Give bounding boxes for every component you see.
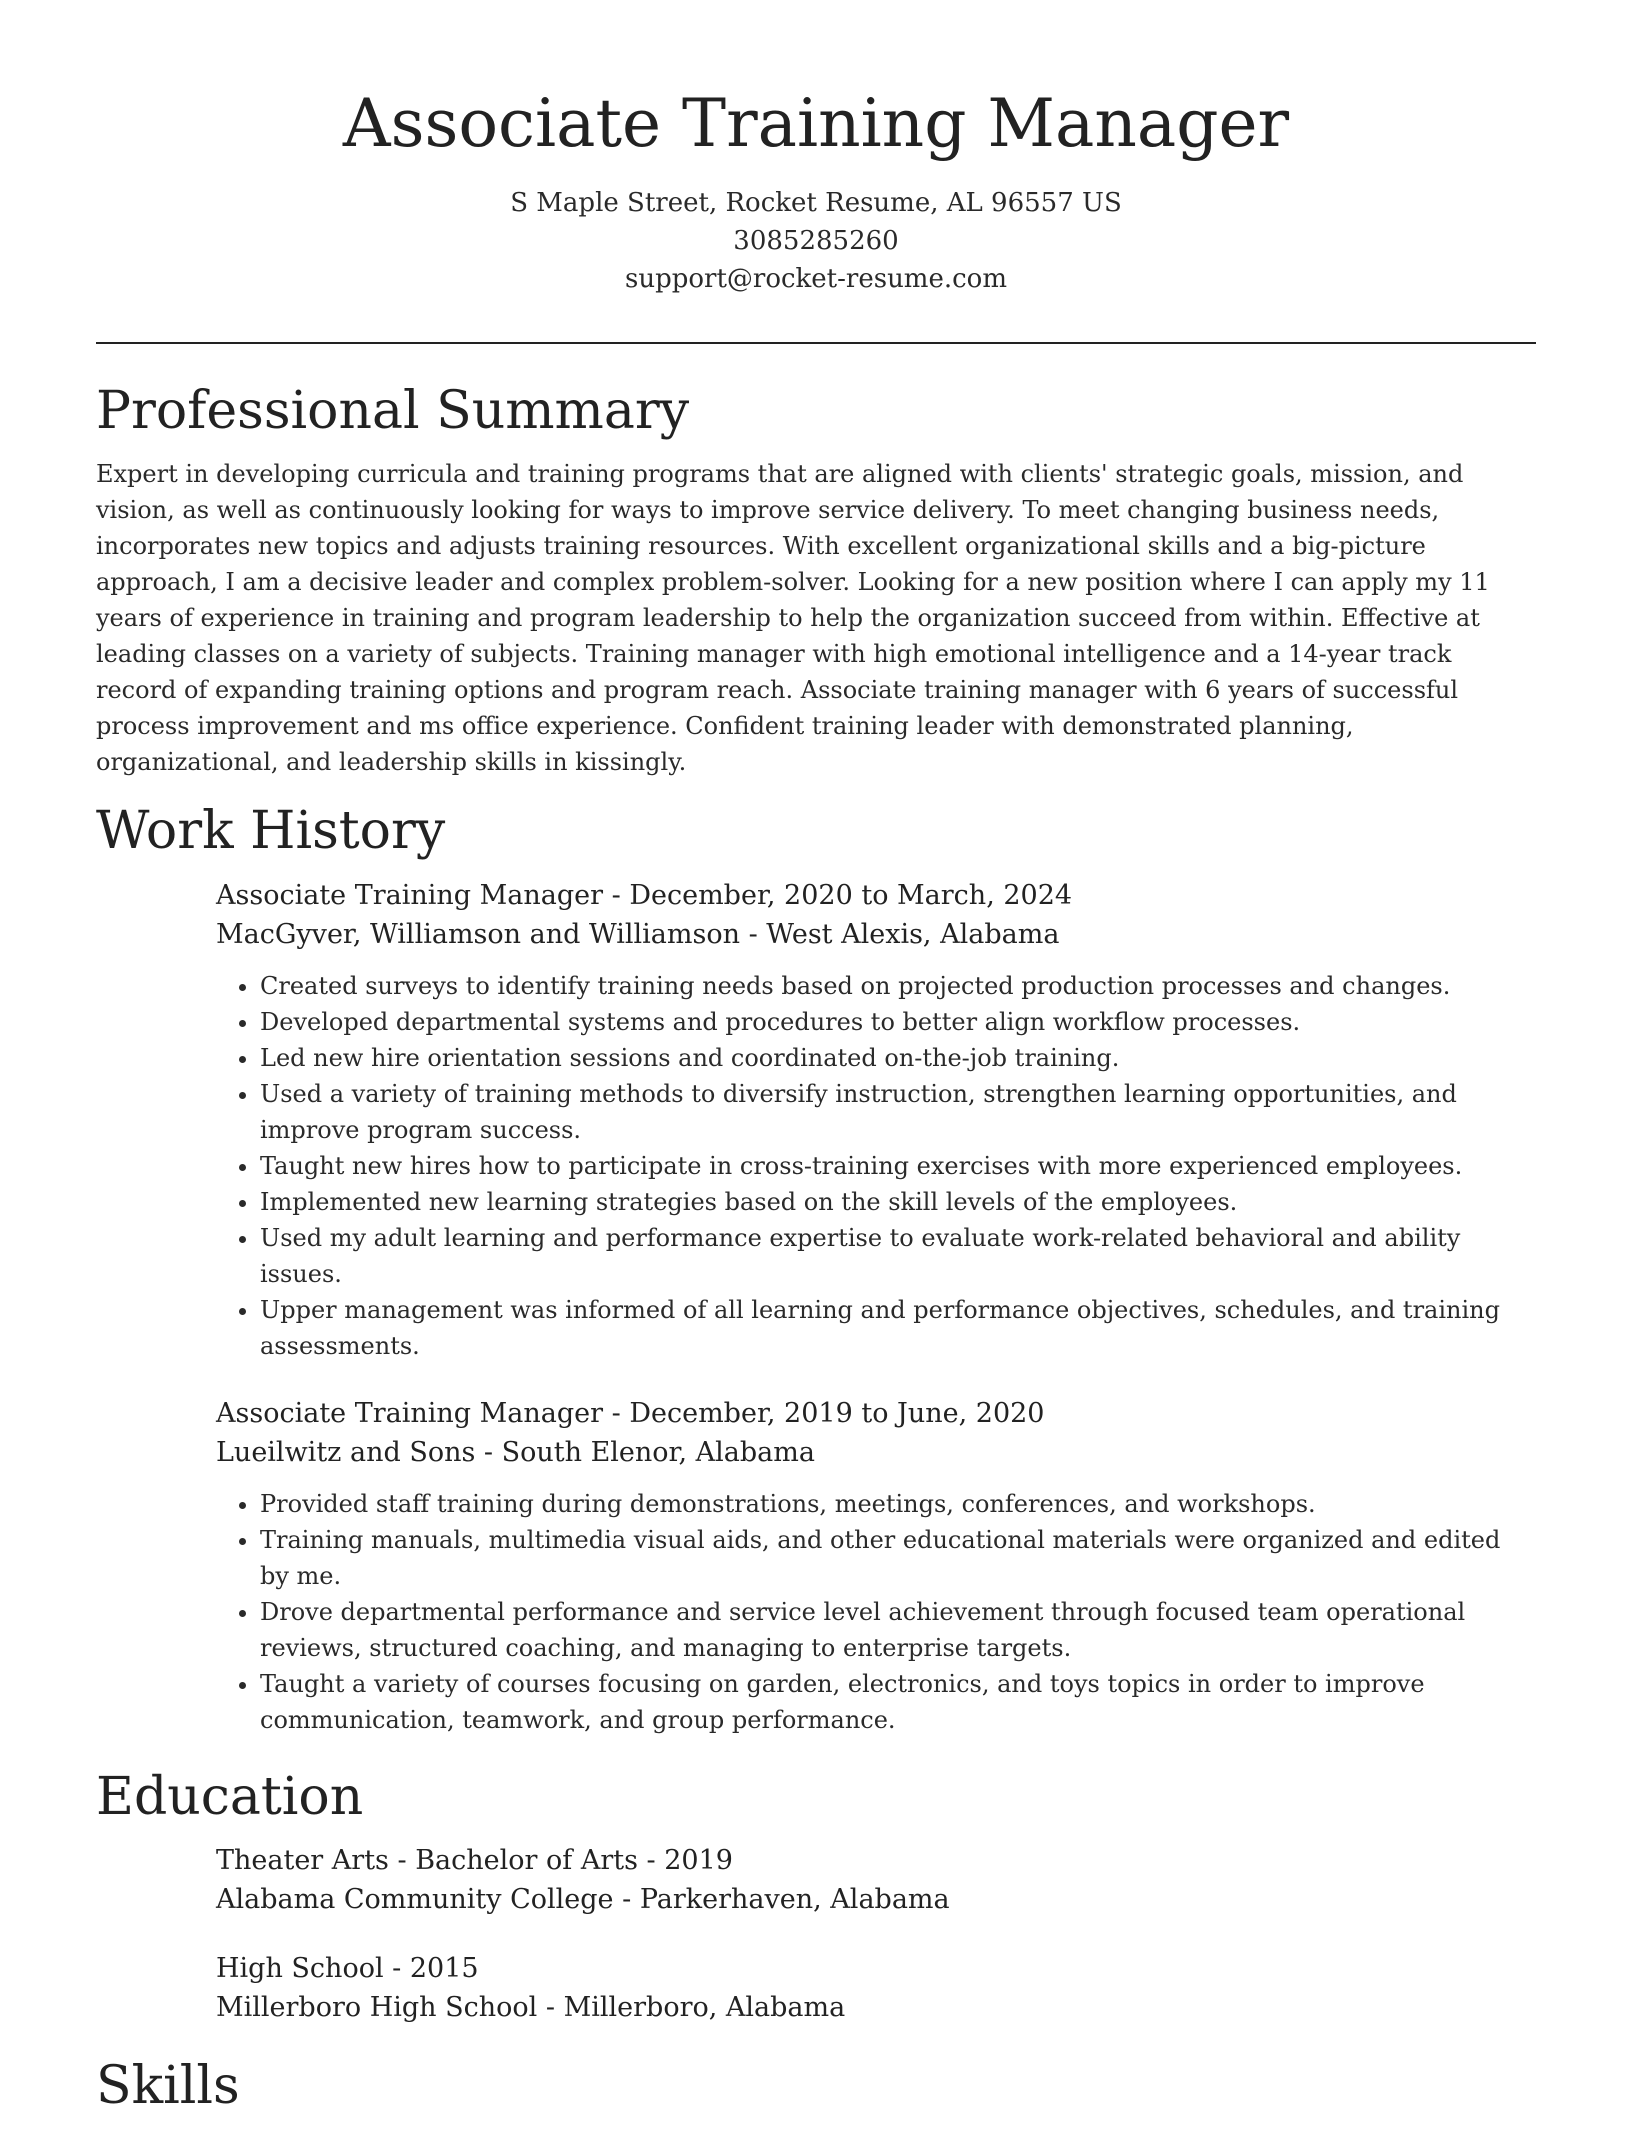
job-role: Associate Training Manager	[216, 1397, 604, 1429]
summary-title: Professional Summary	[96, 381, 690, 441]
job-dates: - December, 2019 to June, 2020	[603, 1397, 1045, 1429]
education-entry	[216, 1841, 1536, 1919]
phone: 3085285260	[733, 225, 899, 256]
job-bullet: • Training manuals, multimedia visual aids, and other educational materials were organized and edited by me.	[260, 1522, 1536, 1594]
job-bullet: • Upper management was informed of all learning and performance objectives, schedules, and training assessments.	[260, 1292, 1536, 1364]
contact-info	[0, 184, 1632, 298]
job-bullet: • Used my adult learning and performance expertise to evaluate work-related behavioral and ability issues.	[260, 1220, 1536, 1292]
job-bullets	[216, 968, 1536, 1364]
job-bullet: • Taught a variety of courses focusing on garden, electronics, and toys topics in order to improve communication, teamwork, and group performance.	[260, 1666, 1536, 1738]
education-school-line	[216, 1988, 1536, 2027]
job-company: MacGyver, Williamson and Williamson	[216, 918, 740, 950]
skills-title: Skills	[96, 2056, 240, 2117]
job-location: - West Alexis, Alabama	[740, 918, 1060, 950]
address: S Maple Street, Rocket Resume, AL 96557 US	[510, 187, 1122, 218]
job-entry	[216, 1394, 1536, 1738]
job-bullet: • Used a variety of training methods to diversify instruction, strengthen learning opportunities, and improve program success.	[260, 1076, 1536, 1148]
education-location: - Millerboro, Alabama	[537, 1992, 846, 2024]
education-section	[96, 1768, 1536, 2028]
resume-header	[0, 0, 1632, 298]
job-entry	[216, 876, 1536, 1364]
education-degree: High School - 2015	[216, 1953, 479, 1985]
job-bullet: • Drove departmental performance and service level achievement through focused team operational reviews, structured coaching, and managing to enterprise targets.	[260, 1594, 1536, 1666]
job-bullet: • Provided staff training during demonstrations, meetings, conferences, and workshops.	[260, 1486, 1536, 1522]
job-company-line	[216, 915, 1536, 954]
work-history-section	[96, 802, 1536, 1738]
summary-section	[96, 382, 1536, 780]
education-school: Alabama Community College	[216, 1884, 614, 1916]
education-entry	[216, 1949, 1536, 2027]
education-title: Education	[96, 1766, 364, 1827]
job-role: Associate Training Manager	[216, 879, 604, 911]
job-bullet: • Implemented new learning strategies based on the skill levels of the employees.	[260, 1184, 1536, 1220]
header-divider	[96, 342, 1536, 344]
summary-text: Expert in developing curricula and training programs that are aligned with clients' strategic goals, mission, and vision, as well as continuously looking for ways to improve service delivery. To meet changing business needs, incorporates new topics and adjusts training resources. With excellent organizational skills and a big-picture approach, I am a decisive leader and complex problem-solver. Looking for a new position where I can apply my 11 years of experience in training and program leadership to help the organization succeed from within. Effective at leading classes on a variety of subjects. Training manager with high emotional intelligence and a 14-year track record of expanding training options and program reach. Associate training manager with 6 years of successful process improvement and ms office experience. Confident training leader with demonstrated planning, organizational, and leadership skills in kissingly.	[96, 459, 1490, 776]
job-bullet: • Developed departmental systems and procedures to better align workflow processes.	[260, 1004, 1536, 1040]
education-degree: Theater Arts - Bachelor of Arts - 2019	[216, 1845, 733, 1877]
education-school-line	[216, 1880, 1536, 1919]
resume-body	[96, 382, 1536, 2131]
job-company-line	[216, 1433, 1536, 1472]
job-bullet: • Led new hire orientation sessions and coordinated on-the-job training.	[260, 1040, 1536, 1076]
job-title-line	[216, 876, 1536, 915]
education-school: Millerboro High School	[216, 1992, 538, 2024]
job-bullets	[216, 1486, 1536, 1738]
job-dates: - December, 2020 to March, 2024	[603, 879, 1073, 911]
job-bullet: • Created surveys to identify training needs based on projected production processes and changes.	[260, 968, 1536, 1004]
job-location: - South Elenor, Alabama	[475, 1436, 815, 1468]
job-title-line	[216, 1394, 1536, 1433]
resume-name: Associate Training Manager	[342, 85, 1290, 162]
education-location: - Parkerhaven, Alabama	[613, 1884, 950, 1916]
job-company: Lueilwitz and Sons	[216, 1436, 476, 1468]
work-history-title: Work History	[96, 800, 446, 861]
email: support@rocket-resume.com	[624, 263, 1007, 294]
job-bullet: • Taught new hires how to participate in cross-training exercises with more experienced employees.	[260, 1148, 1536, 1184]
skills-section	[96, 2057, 1536, 2117]
